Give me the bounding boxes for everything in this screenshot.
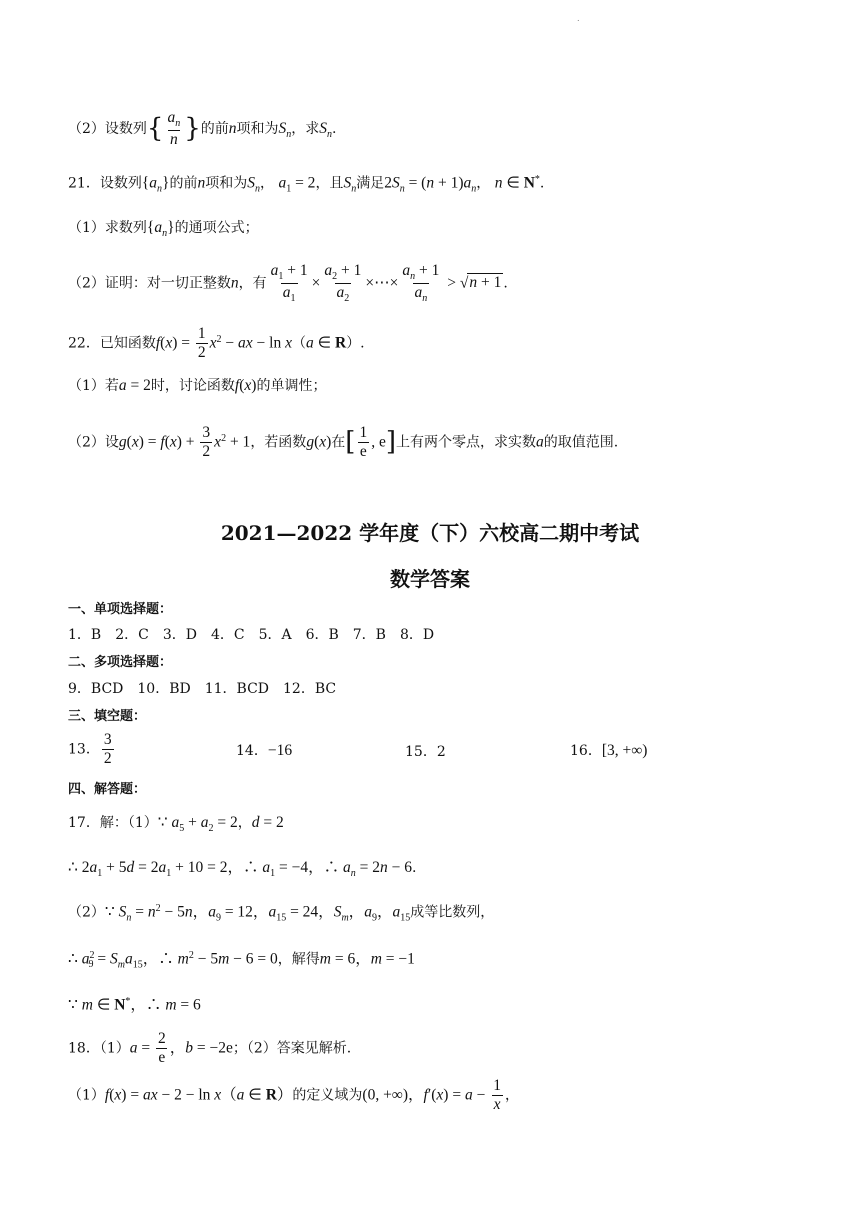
section-heading-4: 四、解答题： bbox=[68, 782, 147, 797]
header-dot: . bbox=[577, 14, 580, 23]
q22-statement: 22．已知函数f(x) = $\frac{1}{2}$ $x^2$ − ax − ln x（a ∈ R）. bbox=[68, 325, 365, 361]
answer-15: 15．2 bbox=[405, 744, 446, 760]
answer-13: 13． $\frac{3}{2}$ bbox=[68, 731, 112, 767]
q18-line2: （1）f(x) = ax − 2 − ln x（a ∈ R）的定义域为(0, +∞)，f′(x) = a − $\frac{1}{x}$ ， bbox=[68, 1077, 519, 1113]
section-heading-2: 二、多项选择题： bbox=[68, 655, 173, 670]
section-heading-1: 一、单项选择题： bbox=[68, 602, 173, 617]
q17-line1: 17．解：（1）∵ $a_5 + a_2 = 2$，d = 2 bbox=[68, 814, 284, 834]
q17-line2: ∴ $2a_1 + 5d = 2a_1 + 10 = 2$，∴ $a_1 = -4$，∴ $a_n = 2n - 6$. bbox=[68, 859, 417, 879]
q17-line4: ∴ $a^2_9 = S_ma_{15}$，∴ $m^2 - 5m - 6 = 0$，解得m = 6，m = −1 bbox=[68, 950, 415, 971]
q17-line5: ∵ m ∈ N*，∴ m = 6 bbox=[68, 996, 201, 1014]
q20-part2: （2）设数列{ $\frac{a_n}{n}$ }的前n项和为$S_n$，求$S_n$. bbox=[68, 109, 337, 148]
q21-part2: （2）证明：对一切正整数n，有 $\frac{a_1 + 1}{a_1}$ × $\frac{a_2 + 1}{a_2}$ ×⋯× $\frac{a_n + 1}{a_n}$ > √n + 1 . bbox=[68, 262, 508, 304]
q21-part1: （1）求数列$\{a_n\}$的通项公式； bbox=[68, 219, 259, 239]
section-2-answers: 9．BCD 10．BD 11．BCD 12．BC bbox=[68, 681, 337, 697]
answer-14: 14．−16 bbox=[236, 742, 293, 759]
section-1-answers: 1．B 2．C 3．D 4．C 5．A 6．B 7．B 8．D bbox=[68, 627, 435, 643]
answer-subtitle: 数学答案 bbox=[390, 567, 470, 591]
section-heading-3: 三、填空题： bbox=[68, 709, 147, 724]
q22-part1: （1）若a = 2时，讨论函数f(x)的单调性； bbox=[68, 377, 327, 394]
q18-line1: 18．（1）a = $\frac{2}{e}$ ，b = −2e；（2）答案见解析. bbox=[68, 1030, 352, 1066]
answer-16: 16．[3, +∞) bbox=[570, 742, 648, 759]
q17-line3: （2）∵ $S_n = n^2 - 5n$，$a_9 = 12$，$a_{15} = 24$，$S_m$，$a_9$，$a_{15}$成等比数列， bbox=[68, 903, 495, 924]
answer-title: 2021—2022 学年度（下）六校高二期中考试 bbox=[220, 521, 640, 545]
q22-part2: （2）设g(x) = f(x) + $\frac{3}{2}$ $x^2 + 1$，若函数g(x)在[ $\frac{1}{e}$ , e]上有两个零点，求实数a的取值范围. bbox=[68, 424, 619, 460]
q21-statement: 21．设数列$\{a_n\}$的前n项和为$S_n$， $a_1 = 2$，且$S_n$满足$2S_n = (n + 1)a_n$， n ∈ N*. bbox=[68, 174, 545, 195]
